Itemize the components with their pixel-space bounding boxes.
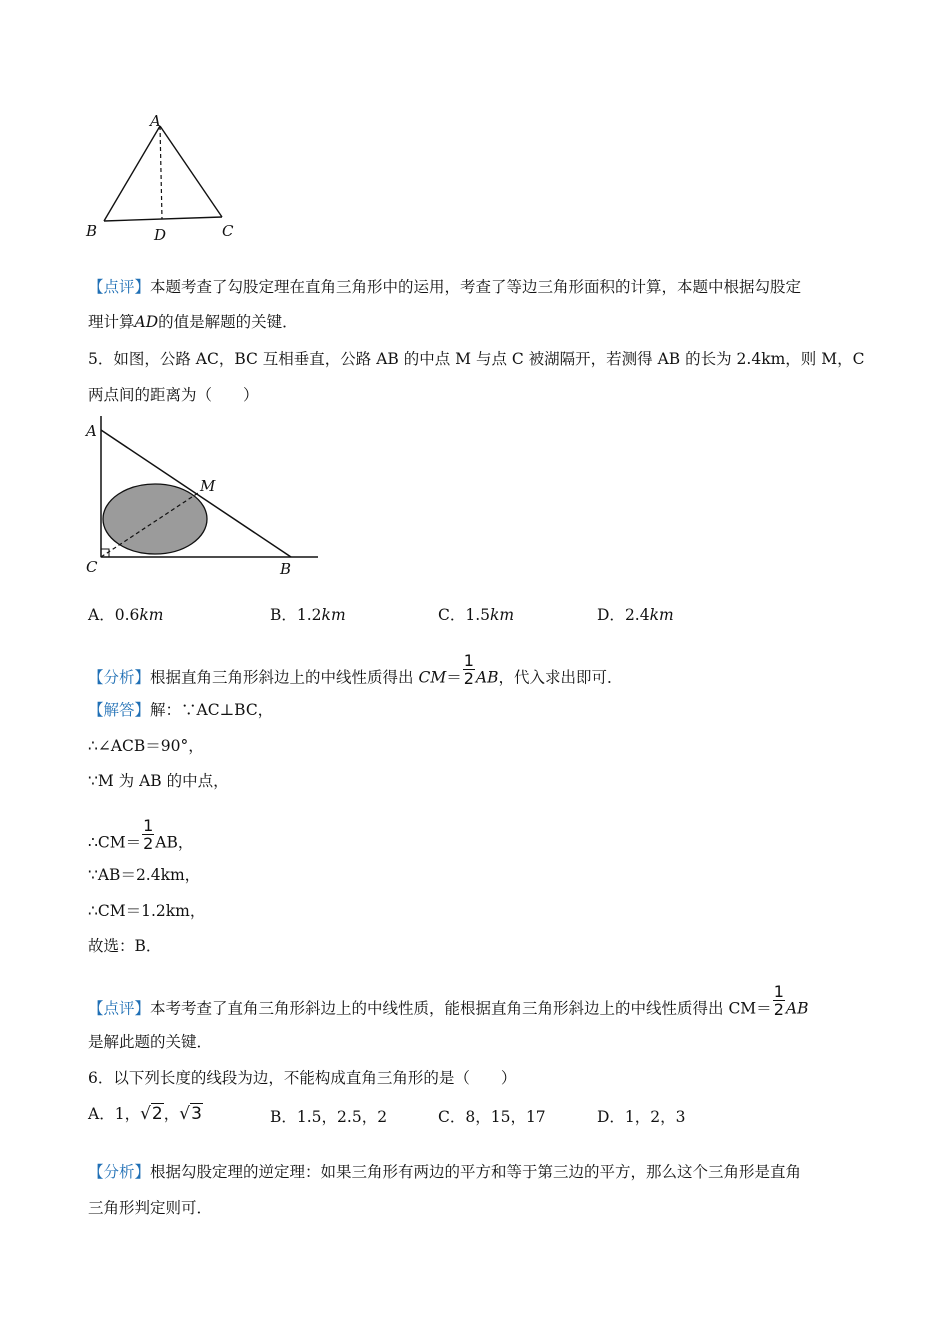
comment1-line1: 【点评】本题考查了勾股定理在直角三角形中的运用，考查了等边三角形面积的计算，本题中根据勾股定 [88,278,802,296]
label-b: B [280,560,292,578]
q5-solution-line6: ∴CM＝1.2km， [88,902,206,920]
q5-comment-line2: 是解此题的关键． [88,1033,213,1051]
q5-stem-line1: 5．如图，公路 AC，BC 互相垂直，公路 AB 的中点 M 与点 C 被湖隔开，若测得 AB 的长为 2.4km，则 M，C [88,350,865,368]
q5-option-d[interactable]: D．2.4km [597,606,674,624]
q5-option-a[interactable]: A．0.6km [88,606,164,624]
q5-solution-line2: ∴∠ACB＝90°， [88,737,204,755]
q5-stem-line2: 两点间的距离为（ ） [88,386,259,404]
q6-stem: 6．以下列长度的线段为边，不能构成直角三角形的是（ ） [88,1069,517,1087]
q6-option-b[interactable]: B．1.5，2.5，2 [270,1108,388,1126]
q5-solution-line7: 故选：B． [88,937,162,955]
q5-solution-line5: ∵AB＝2.4km， [88,866,201,884]
fraction-half: $\frac{1}{2}$ [463,651,474,688]
triangle-figure [82,108,252,248]
q5-option-c[interactable]: C．1.5km [438,606,515,624]
q5-analysis: 【分析】根据直角三角形斜边上的中线性质得出 CM＝ $\frac{1}{2}$ AB，代入求出即可． [88,651,623,688]
comment1-line2: 理计算AD的值是解题的关键． [88,313,298,331]
label-m: M [200,477,216,495]
label-c: C [222,222,234,240]
q6-option-c[interactable]: C．8，15，17 [438,1108,546,1126]
q5-solution-line4: ∴CM＝ $\frac{1}{2}$ AB， [88,816,194,853]
q6-option-d[interactable]: D．1，2，3 [597,1108,686,1126]
q5-option-b[interactable]: B．1.2km [270,606,346,624]
label-a: A [150,112,161,130]
fraction-half: $\frac{1}{2}$ [143,816,154,853]
comment-tag: 【点评】 [88,278,151,296]
q6-option-a[interactable]: A．1，√2，√3 [88,1104,202,1124]
label-d: D [154,226,167,244]
lake-figure [82,412,322,582]
q5-solution-line3: ∵M 为 AB 的中点， [88,772,229,790]
label-b: B [86,222,98,240]
q6-analysis-line2: 三角形判定则可． [88,1199,213,1217]
q5-comment-line1: 【点评】本考考查了直角三角形斜边上的中线性质，能根据直角三角形斜边上的中线性质得出 CM＝ $\frac{1}{2}$ AB [88,982,809,1019]
sqrt-3: √3 [179,1104,202,1124]
q6-analysis-line1: 【分析】根据勾股定理的逆定理：如果三角形有两边的平方和等于第三边的平方，那么这个三角形是直角 [88,1163,802,1181]
q5-solution-line1: 【解答】解：∵AC⊥BC， [88,701,274,719]
label-a: A [86,422,97,440]
fraction-half: $\frac{1}{2}$ [773,982,784,1019]
sqrt-2: √2 [140,1104,163,1124]
label-c: C [86,558,98,576]
lake [103,484,207,554]
